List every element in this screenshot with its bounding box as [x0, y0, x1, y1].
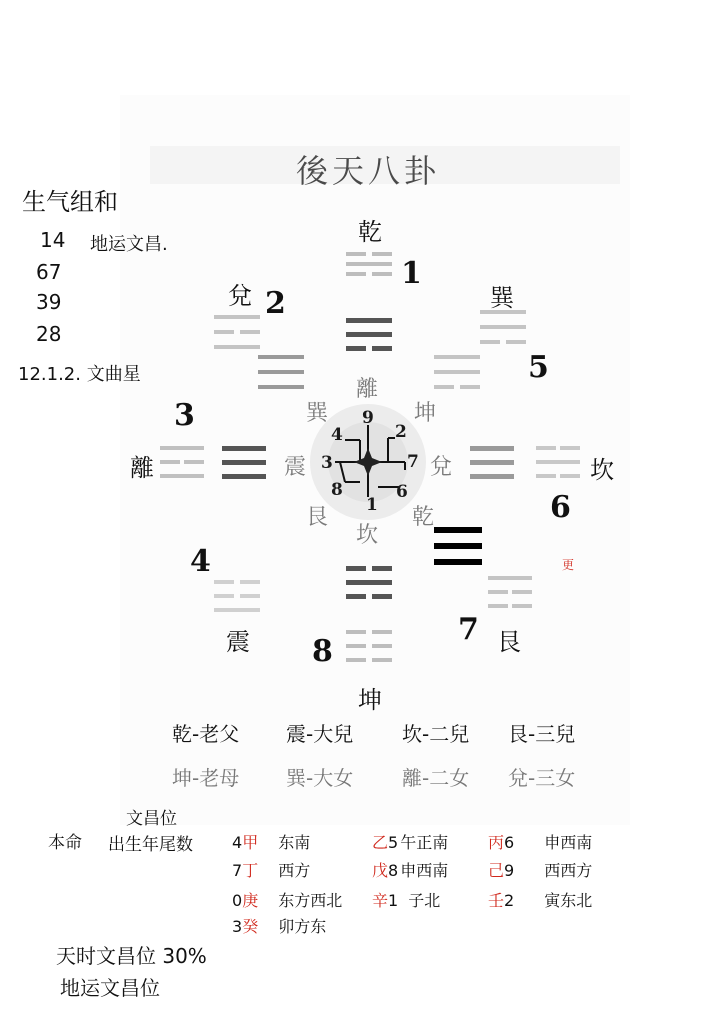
inner-label-right: 兌	[430, 455, 453, 480]
note-wenchang-label: 文昌位	[126, 809, 177, 829]
legend-xun: 巽-大女	[286, 766, 354, 790]
label-zhen-outer: 震	[226, 628, 250, 656]
note-red-mark: 更	[562, 558, 575, 572]
legend-dui: 兌-三女	[508, 766, 576, 790]
trigram-top-inner	[346, 318, 392, 351]
entry-row: 辛1 子北	[372, 891, 441, 910]
entry-row: 7丁 西方	[232, 861, 311, 880]
label-xun-outer: 巽	[490, 284, 514, 312]
legend-gen: 艮-三兒	[508, 722, 576, 746]
trigram-tl-inner	[258, 355, 304, 389]
trigram-tl-outer	[214, 315, 260, 349]
label-qian-outer: 乾	[358, 218, 382, 246]
inner-number-bl: 8	[331, 480, 343, 500]
trigram-right-inner	[470, 446, 514, 479]
label-dui-outer: 兌	[228, 282, 252, 310]
inner-number-left: 3	[321, 453, 333, 473]
inner-number-tl: 4	[331, 425, 343, 445]
entry-row: 乙5 午正南	[372, 833, 449, 852]
outer-number-7: 7	[458, 612, 479, 647]
outer-number-2: 2	[265, 286, 286, 321]
note-pair-3: 39	[36, 290, 62, 314]
inner-label-bl: 艮	[306, 505, 329, 530]
inner-label-bottom: 坎	[356, 523, 379, 548]
inner-number-top: 9	[362, 408, 374, 428]
entry-row: 戊8 申西南	[372, 861, 449, 880]
note-row-prefix: 本命	[48, 833, 82, 853]
label-gen-outer: 艮	[497, 628, 521, 656]
legend-qian: 乾-老父	[172, 722, 240, 746]
legend-kun: 坤-老母	[172, 766, 240, 790]
inner-number-bottom: 1	[366, 495, 378, 515]
outer-number-6: 6	[550, 490, 571, 525]
chart-title: 後天八卦	[296, 152, 441, 190]
outer-number-4: 4	[190, 544, 211, 579]
inner-label-top: 離	[356, 377, 379, 402]
trigram-right-outer	[536, 446, 580, 478]
inner-label-left: 震	[284, 455, 307, 480]
legend-li: 離-二女	[402, 766, 470, 790]
label-kun-outer: 坤	[358, 686, 382, 714]
trigram-tr-inner	[434, 355, 480, 389]
note-row-mid: 出生年尾数	[108, 835, 193, 855]
trigram-bottom-outer	[346, 630, 392, 662]
entry-row: 3癸 卯方东	[232, 917, 327, 936]
trigram-left-outer	[160, 446, 204, 478]
trigram-br-inner	[434, 527, 482, 565]
inner-label-br: 乾	[412, 505, 435, 530]
label-kan-outer: 坎	[590, 456, 614, 484]
trigram-tr-outer	[480, 310, 526, 344]
trigram-bottom-inner	[346, 566, 392, 599]
trigram-bl-outer	[214, 580, 260, 612]
legend-kan: 坎-二兒	[402, 722, 470, 746]
note-wenqu: 12.1.2. 文曲星	[18, 364, 141, 385]
note-pair-1-text: 地运文昌.	[90, 234, 168, 255]
trigram-left-inner	[222, 446, 266, 479]
entry-row: 丙6 申西南	[488, 833, 593, 852]
note-diyun: 地运文昌位	[60, 976, 160, 1000]
trigram-top-outer	[346, 252, 392, 276]
trigram-br-outer	[488, 576, 532, 608]
outer-number-1: 1	[401, 256, 422, 291]
inner-number-right: 7	[407, 452, 419, 472]
inner-number-br: 6	[396, 482, 408, 502]
inner-label-tr: 坤	[414, 401, 437, 426]
outer-number-8: 8	[312, 634, 333, 669]
note-pair-4: 28	[36, 322, 62, 346]
entry-row: 4甲 东南	[232, 833, 311, 852]
note-pair-2: 67	[36, 260, 62, 284]
note-pair-1: 14	[40, 228, 66, 252]
legend-zhen: 震-大兒	[286, 722, 354, 746]
entry-row: 己9 西西方	[488, 861, 593, 880]
entry-row: 0庚 东方西北	[232, 891, 343, 910]
inner-label-tl: 巽	[306, 401, 329, 426]
note-tianshi: 天时文昌位 30%	[56, 944, 207, 968]
inner-number-tr: 2	[395, 422, 407, 442]
note-heading: 生气组和	[22, 188, 118, 216]
label-li-outer: 離	[130, 454, 154, 482]
outer-number-5: 5	[528, 350, 549, 385]
entry-row: 壬2 寅东北	[488, 891, 593, 910]
outer-number-3: 3	[174, 398, 195, 433]
